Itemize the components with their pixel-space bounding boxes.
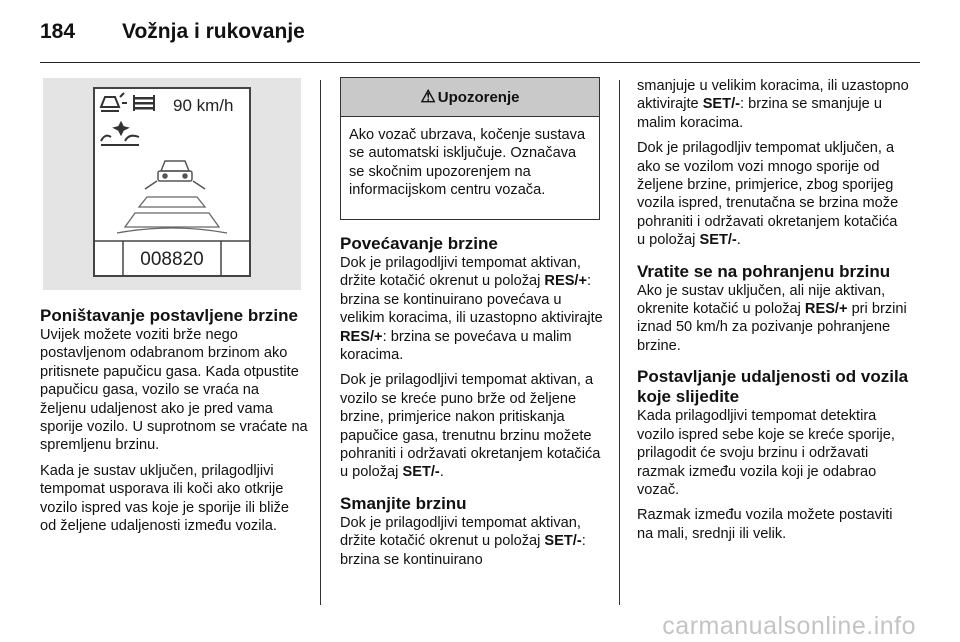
page-title: Vožnja i rukovanje [122,20,305,43]
display-graphic [95,89,249,275]
column-2 [340,234,608,576]
paragraph: Razmak između vozila možete postaviti na mali, srednji ili velik. [637,507,893,542]
paragraph: Dok je prilagodljivi tempomat aktivan, držite kotačić okrenut u položaj SET/-: brzina se kontinuirano [340,514,586,568]
paragraph: Ako je sustav uključen, ali nije aktivan, okrenite kotačić u položaj RES/+ pri brzini iznad 50 km/h za pozivanje pohranjene brzine. [637,282,907,354]
page-number: 184 [40,20,76,43]
warning-header [341,78,599,117]
section-heading-set-distance: Postavljanje udaljenosti od vozila koje slijedite [637,367,909,407]
odometer-readout: 008820 [140,249,204,270]
section-heading-reduce-speed: Smanjite brzinu [340,493,467,513]
page-header [40,20,305,44]
paragraph: Uvijek možete voziti brže nego postavljenom odabranom brzinom ako pritisnete papučicu gasa. Kada otpustite papučicu gasa, vozilo se vraća na željenu udaljenost ako je pred vama sporije vozilo. U suprotnom se vraćate na spremljenu brzinu. [40,327,308,454]
car-ahead-icon [145,161,205,189]
column-1 [40,306,308,542]
distance-bars-icon [133,95,155,111]
column-divider [619,80,620,605]
warning-text: Ako vozač ubrzava, kočenje sustava se automatski isključuje. Označava se skočnim upozorenjem na informacijskom centru vozača. [349,127,586,199]
column-3 [637,77,909,550]
vehicle-ahead-icon [101,123,139,145]
paragraph: Dok je prilagodljivi tempomat aktivan, a vozilo se kreće puno brže od željene brzine, primjerice nakon pritiskanja papučice gasa, trenutnu brzinu možete pohraniti i održavati okretanjem kotačića u položaj SET/-. [340,372,601,481]
warning-box [340,77,600,220]
warning-title: Upozorenje [437,89,520,106]
column-divider [320,80,321,605]
driver-info-display [93,87,251,277]
dashboard-figure [43,78,301,290]
section-heading-cancel-speed: Poništavanje postavljene brzine [40,306,298,325]
paragraph: Kada prilagodljivi tempomat detektira vozilo ispred sebe koje se kreće sporije, prilagodit će svoju brzinu i održavati razmak između vozila koji je odabrao vozač. [637,408,895,498]
section-heading-increase-speed: Povećavanje brzine [340,234,498,253]
paragraph: smanjuje u velikim koracima, ili uzastopno aktivirajte SET/-: brzina se smanjuje u malim koracima. [637,78,909,131]
section-heading-resume-speed: Vratite se na pohranjenu brzinu [637,261,891,281]
paragraph: Kada je sustav uključen, prilagodljivi tempomat usporava ili koči ako otkrije vozilo ispred vas koje je sporije ili bliže od željene udaljenosti između vozila. [40,462,290,535]
adaptive-cruise-icon [101,93,127,111]
warning-triangle-icon: ⚠ [420,87,436,106]
speed-readout: 90 km/h [173,96,234,115]
paragraph: Dok je prilagodljiv tempomat uključen, a ako se vozilom vozi mnogo sporije od željene brzine, primjerice, zbog sporijeg vozila ispred, trenutačna se brzina može pohraniti i održavati okretanjem kotačića u položaj SET/-. [637,140,899,249]
paragraph: Dok je prilagodljivi tempomat aktivan, držite kotačić okrenut u položaj RES/+: brzina se kontinuirano povećava u velikim koracima, ili uzastopno aktivirajte RES/+: brzina se povećava u malim koracima. [340,255,603,364]
header-rule [40,62,920,63]
road-lanes [117,197,227,233]
watermark: carmanualsonline.info [662,612,916,640]
